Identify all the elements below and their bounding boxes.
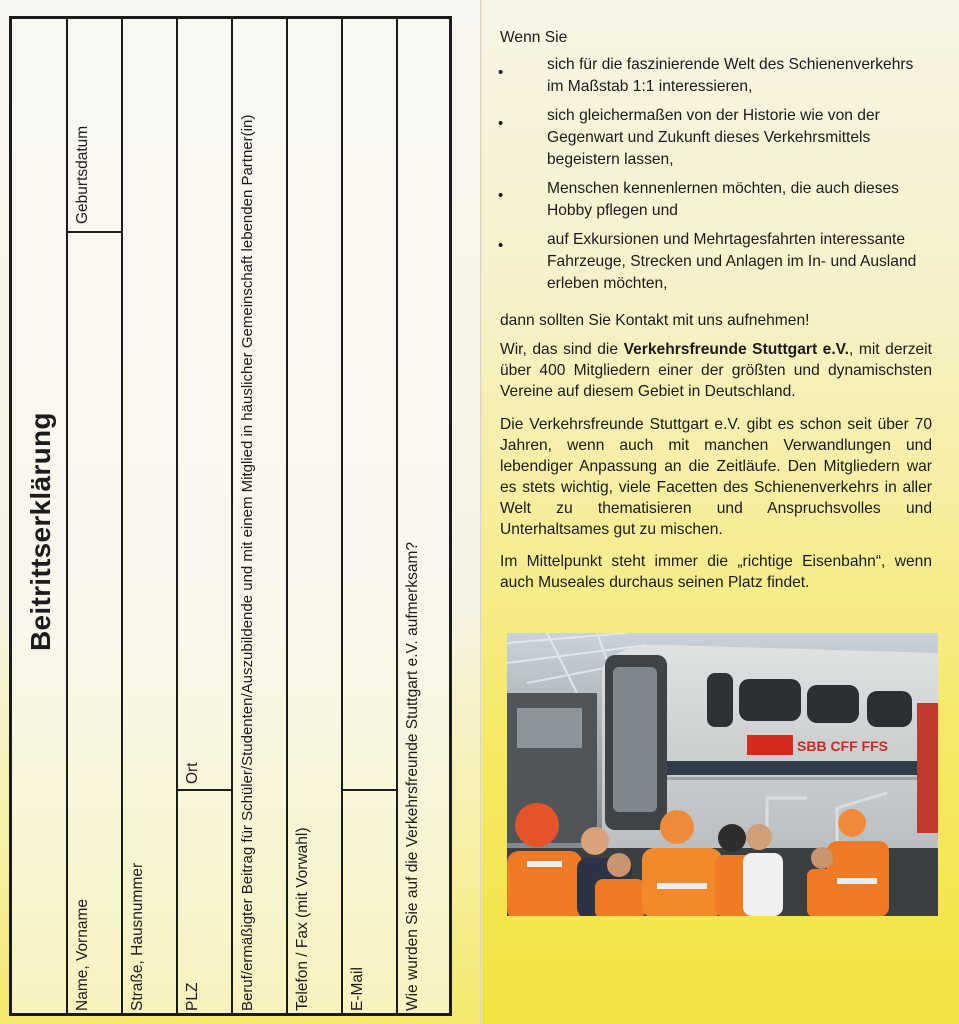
train-photo-illustration bbox=[507, 633, 938, 916]
membership-form bbox=[9, 16, 452, 1016]
list-item-text: sich gleichermaßen von der Historie wie von der Gegenwart und Zukunft dieses Verkehrsmittels begeistern lassen, bbox=[547, 107, 880, 168]
form-divider bbox=[176, 19, 178, 1013]
zip-field-label[interactable]: PLZ bbox=[184, 982, 201, 1011]
train-marking: SBB CFF FFS bbox=[797, 738, 888, 754]
list-item-text: auf Exkursionen und Mehrtagesfahrten interessante Fahrzeuge, Strecken und Anlagen im In- und Ausland erleben möchten, bbox=[547, 231, 917, 292]
form-divider bbox=[121, 19, 123, 1013]
list-item-text: sich für die faszinierende Welt des Schienenverkehrs im Maßstab 1:1 interessieren, bbox=[547, 56, 914, 95]
list-item-text: Menschen kennenlernen möchten, die auch dieses Hobby pflegen und bbox=[547, 180, 899, 219]
form-divider bbox=[231, 19, 233, 1013]
birthdate-field-label[interactable]: Geburtsdatum bbox=[74, 125, 91, 224]
referral-field-label[interactable]: Wie wurden Sie auf die Verkehrsfreunde Stuttgart e.V. aufmerksam? bbox=[404, 542, 421, 1011]
form-divider bbox=[176, 789, 233, 791]
paragraph-history: Die Verkehrsfreunde Stuttgart e.V. gibt es schon seit über 70 Jahren, wenn auch mit manchen Verwandlungen und lebendiger Anpassung an die Zeitläufe. Den Mitgliedern war es stets wichtig, viele Facetten des Schienenverkehrs in aller Welt zu thematisieren und Anspruchsvolles und Unterhaltsames gut zu mischen. bbox=[500, 416, 932, 538]
paragraph-focus: Im Mittelpunkt steht immer die „richtige Eisenbahn“, wenn auch Museales durchaus seinen Platz findet. bbox=[500, 553, 932, 591]
info-panel bbox=[482, 0, 959, 1024]
bullet-icon: • bbox=[498, 115, 504, 132]
form-divider bbox=[341, 19, 343, 1013]
email-field-label[interactable]: E-Mail bbox=[349, 967, 366, 1011]
form-divider bbox=[286, 19, 288, 1013]
form-divider bbox=[396, 19, 398, 1013]
contact-text: dann sollten Sie Kontakt mit uns aufnehmen! bbox=[500, 312, 810, 329]
paragraph-club bbox=[500, 339, 932, 402]
bullet-icon: • bbox=[498, 64, 504, 81]
form-title: Beitrittserklärung bbox=[25, 412, 56, 651]
city-field-label[interactable]: Ort bbox=[184, 762, 201, 784]
intro-text: Wenn Sie bbox=[500, 29, 568, 46]
form-divider bbox=[341, 789, 398, 791]
street-field-label[interactable]: Straße, Hausnummer bbox=[129, 862, 146, 1011]
train-photo bbox=[507, 633, 938, 916]
club-name: Verkehrsfreunde Stuttgart e.V. bbox=[623, 341, 849, 358]
bullet-icon: • bbox=[498, 187, 504, 204]
occupation-field-label[interactable]: Beruf/ermäßigter Beitrag für Schüler/Studenten/Auszubildende und mit einem Mitglied in häuslicher Gemeinschaft lebenden Partner(in) bbox=[239, 114, 256, 1011]
name-field-label[interactable]: Name, Vorname bbox=[74, 899, 91, 1011]
bullet-icon: • bbox=[498, 237, 504, 254]
sbb-logo-icon bbox=[747, 735, 793, 755]
paragraph-text: Wir, das sind die bbox=[500, 341, 624, 358]
form-divider bbox=[66, 231, 122, 233]
form-divider bbox=[66, 19, 68, 1013]
phone-field-label[interactable]: Telefon / Fax (mit Vorwahl) bbox=[294, 827, 311, 1011]
paragraph-text: , mit derzeit über 400 Mitgliedern einer der größten und dynamischsten Vereine auf diesem Gebiet in Deutschland. bbox=[500, 341, 932, 400]
